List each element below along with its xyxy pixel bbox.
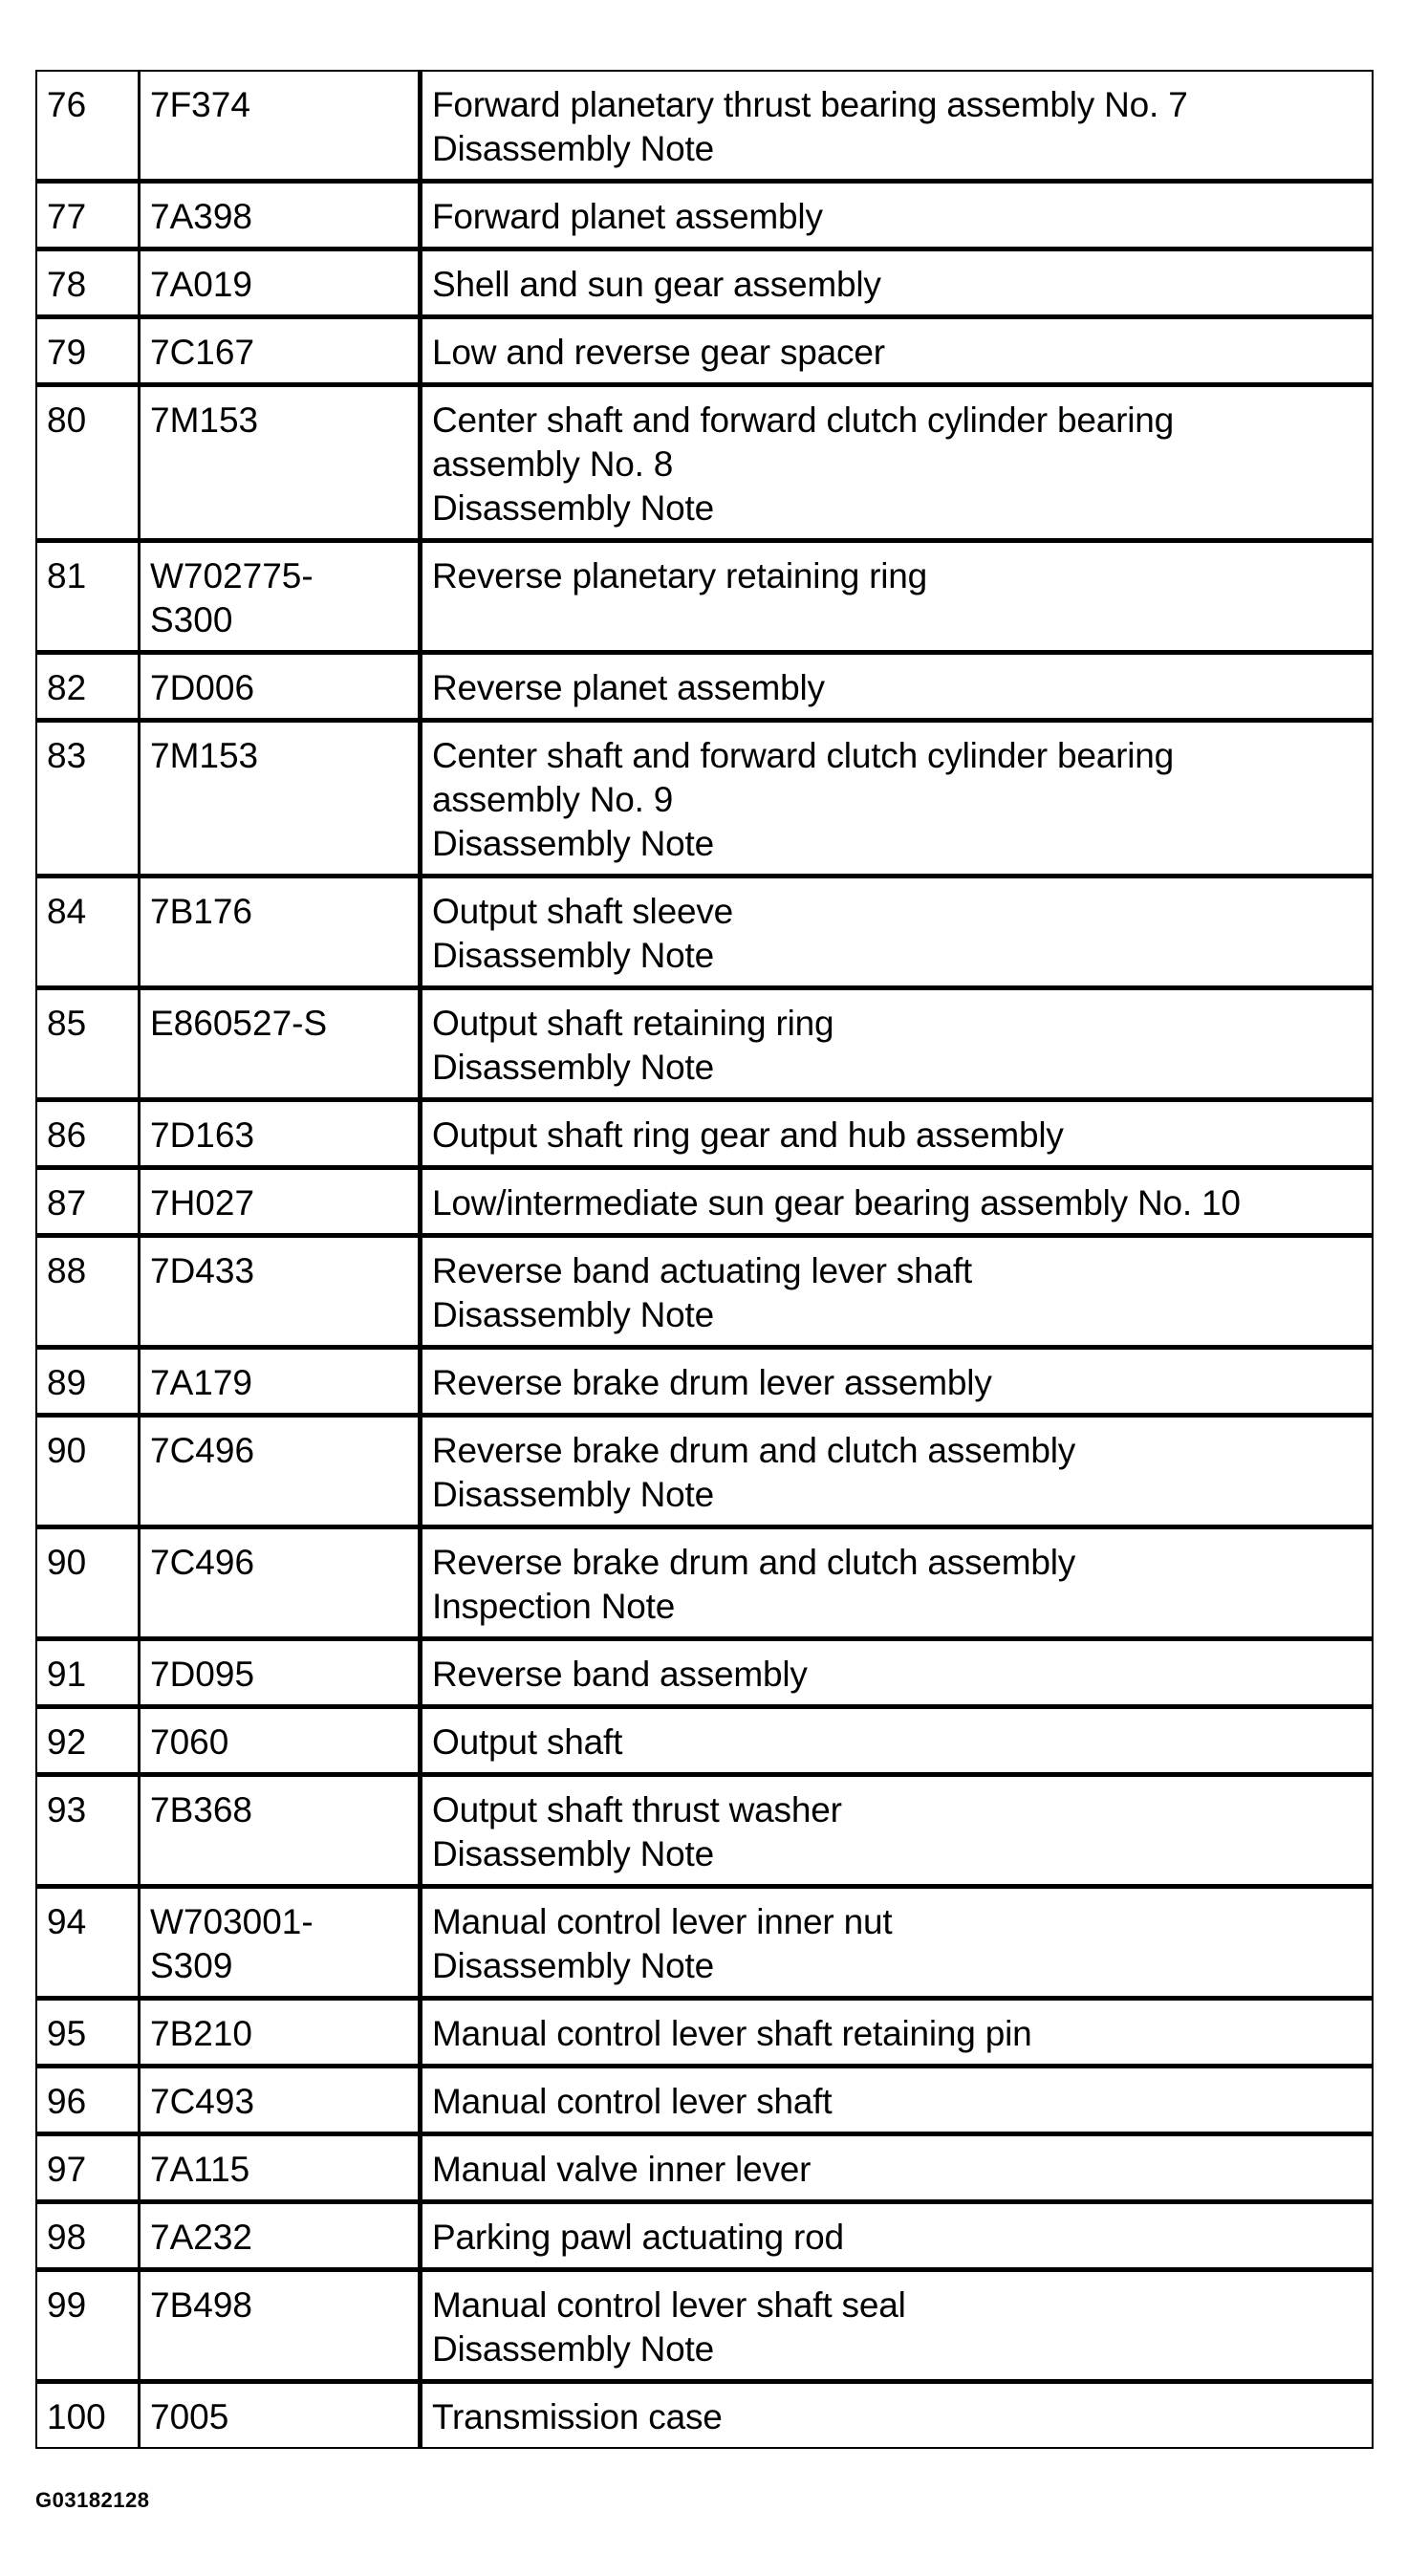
description-cell: Reverse band actuating lever shaft Disassembly Note bbox=[421, 1236, 1374, 1348]
part-number-cell: 7C496 bbox=[140, 1527, 421, 1639]
description-cell: Manual control lever shaft bbox=[421, 2067, 1374, 2134]
table-row bbox=[36, 1416, 1373, 1527]
description-cell: Output shaft bbox=[421, 1707, 1374, 1775]
part-number-cell: 7005 bbox=[140, 2382, 421, 2449]
table-row bbox=[36, 653, 1373, 721]
table-row bbox=[36, 1887, 1373, 1999]
description-cell: Manual control lever shaft retaining pin bbox=[421, 1999, 1374, 2067]
item-number-cell: 90 bbox=[36, 1416, 140, 1527]
table-row bbox=[36, 1639, 1373, 1707]
part-number-cell: 7D433 bbox=[140, 1236, 421, 1348]
parts-table-body bbox=[36, 71, 1373, 2448]
part-number-cell: 7B368 bbox=[140, 1775, 421, 1887]
item-number-cell: 94 bbox=[36, 1887, 140, 1999]
part-number-cell: 7F374 bbox=[140, 71, 421, 182]
part-number-cell: 7B176 bbox=[140, 877, 421, 988]
part-number-cell: 7M153 bbox=[140, 721, 421, 877]
item-number-cell: 78 bbox=[36, 249, 140, 317]
table-row bbox=[36, 385, 1373, 541]
item-number-cell: 84 bbox=[36, 877, 140, 988]
part-number-cell: 7A179 bbox=[140, 1348, 421, 1416]
table-row bbox=[36, 182, 1373, 249]
table-row bbox=[36, 2270, 1373, 2382]
table-row bbox=[36, 1348, 1373, 1416]
description-cell: Low/intermediate sun gear bearing assembly No. 10 bbox=[421, 1168, 1374, 1236]
table-row bbox=[36, 1236, 1373, 1348]
description-cell: Reverse brake drum and clutch assembly Disassembly Note bbox=[421, 1416, 1374, 1527]
description-cell: Center shaft and forward clutch cylinder bearing assembly No. 9 Disassembly Note bbox=[421, 721, 1374, 877]
item-number-cell: 76 bbox=[36, 71, 140, 182]
item-number-cell: 88 bbox=[36, 1236, 140, 1348]
table-row bbox=[36, 2067, 1373, 2134]
table-row bbox=[36, 317, 1373, 385]
item-number-cell: 83 bbox=[36, 721, 140, 877]
part-number-cell: W702775- S300 bbox=[140, 541, 421, 653]
part-number-cell: 7D095 bbox=[140, 1639, 421, 1707]
item-number-cell: 85 bbox=[36, 988, 140, 1100]
table-row bbox=[36, 541, 1373, 653]
item-number-cell: 92 bbox=[36, 1707, 140, 1775]
description-cell: Low and reverse gear spacer bbox=[421, 317, 1374, 385]
item-number-cell: 87 bbox=[36, 1168, 140, 1236]
part-number-cell: 7A232 bbox=[140, 2202, 421, 2270]
part-number-cell: 7H027 bbox=[140, 1168, 421, 1236]
table-row bbox=[36, 2382, 1373, 2449]
part-number-cell: 7A398 bbox=[140, 182, 421, 249]
description-cell: Output shaft ring gear and hub assembly bbox=[421, 1100, 1374, 1168]
part-number-cell: 7D163 bbox=[140, 1100, 421, 1168]
item-number-cell: 95 bbox=[36, 1999, 140, 2067]
table-row bbox=[36, 1100, 1373, 1168]
description-cell: Reverse planetary retaining ring bbox=[421, 541, 1374, 653]
item-number-cell: 100 bbox=[36, 2382, 140, 2449]
description-cell: Shell and sun gear assembly bbox=[421, 249, 1374, 317]
description-cell: Output shaft thrust washer Disassembly Note bbox=[421, 1775, 1374, 1887]
description-cell: Output shaft sleeve Disassembly Note bbox=[421, 877, 1374, 988]
item-number-cell: 93 bbox=[36, 1775, 140, 1887]
description-cell: Forward planet assembly bbox=[421, 182, 1374, 249]
item-number-cell: 91 bbox=[36, 1639, 140, 1707]
table-row bbox=[36, 2134, 1373, 2202]
part-number-cell: W703001- S309 bbox=[140, 1887, 421, 1999]
part-number-cell: 7060 bbox=[140, 1707, 421, 1775]
item-number-cell: 98 bbox=[36, 2202, 140, 2270]
item-number-cell: 89 bbox=[36, 1348, 140, 1416]
part-number-cell: 7A019 bbox=[140, 249, 421, 317]
item-number-cell: 82 bbox=[36, 653, 140, 721]
description-cell: Parking pawl actuating rod bbox=[421, 2202, 1374, 2270]
description-cell: Reverse brake drum and clutch assembly Inspection Note bbox=[421, 1527, 1374, 1639]
item-number-cell: 79 bbox=[36, 317, 140, 385]
table-row bbox=[36, 988, 1373, 1100]
description-cell: Manual valve inner lever bbox=[421, 2134, 1374, 2202]
part-number-cell: 7B498 bbox=[140, 2270, 421, 2382]
part-number-cell: 7C493 bbox=[140, 2067, 421, 2134]
table-row bbox=[36, 1527, 1373, 1639]
table-row bbox=[36, 721, 1373, 877]
description-cell: Manual control lever shaft seal Disassembly Note bbox=[421, 2270, 1374, 2382]
item-number-cell: 96 bbox=[36, 2067, 140, 2134]
parts-table bbox=[35, 70, 1374, 2449]
table-row bbox=[36, 1999, 1373, 2067]
part-number-cell: 7A115 bbox=[140, 2134, 421, 2202]
part-number-cell: 7M153 bbox=[140, 385, 421, 541]
table-row bbox=[36, 1775, 1373, 1887]
part-number-cell: E860527-S bbox=[140, 988, 421, 1100]
table-row bbox=[36, 249, 1373, 317]
figure-id: G03182128 bbox=[35, 2488, 150, 2512]
table-row bbox=[36, 2202, 1373, 2270]
part-number-cell: 7D006 bbox=[140, 653, 421, 721]
description-cell: Center shaft and forward clutch cylinder bearing assembly No. 8 Disassembly Note bbox=[421, 385, 1374, 541]
description-cell: Transmission case bbox=[421, 2382, 1374, 2449]
table-row bbox=[36, 1707, 1373, 1775]
item-number-cell: 90 bbox=[36, 1527, 140, 1639]
item-number-cell: 77 bbox=[36, 182, 140, 249]
description-cell: Reverse brake drum lever assembly bbox=[421, 1348, 1374, 1416]
table-row bbox=[36, 877, 1373, 988]
part-number-cell: 7B210 bbox=[140, 1999, 421, 2067]
part-number-cell: 7C167 bbox=[140, 317, 421, 385]
description-cell: Reverse planet assembly bbox=[421, 653, 1374, 721]
table-row bbox=[36, 71, 1373, 182]
description-cell: Output shaft retaining ring Disassembly Note bbox=[421, 988, 1374, 1100]
item-number-cell: 99 bbox=[36, 2270, 140, 2382]
description-cell: Reverse band assembly bbox=[421, 1639, 1374, 1707]
item-number-cell: 81 bbox=[36, 541, 140, 653]
item-number-cell: 80 bbox=[36, 385, 140, 541]
part-number-cell: 7C496 bbox=[140, 1416, 421, 1527]
description-cell: Manual control lever inner nut Disassembly Note bbox=[421, 1887, 1374, 1999]
description-cell: Forward planetary thrust bearing assembly No. 7 Disassembly Note bbox=[421, 71, 1374, 182]
item-number-cell: 97 bbox=[36, 2134, 140, 2202]
item-number-cell: 86 bbox=[36, 1100, 140, 1168]
table-row bbox=[36, 1168, 1373, 1236]
